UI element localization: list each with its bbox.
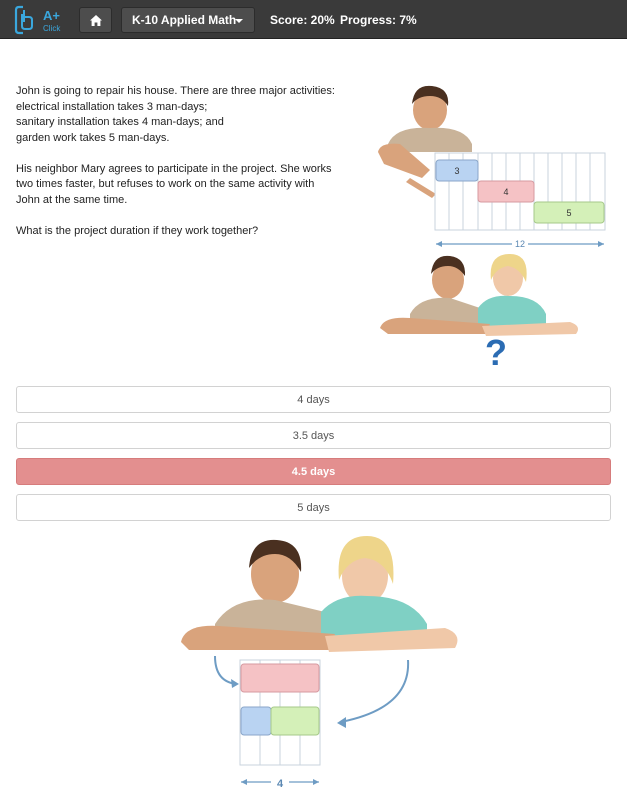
logo-sub-text: Click (43, 24, 61, 33)
gantt-chart (435, 153, 605, 250)
a-plus-click-logo[interactable] (13, 5, 67, 35)
solution-gantt-chart (240, 660, 320, 765)
problem-intro (16, 84, 366, 146)
answer-option-4[interactable] (16, 494, 611, 521)
home-icon (89, 14, 103, 27)
answer-option-2[interactable] (16, 422, 611, 449)
problem-question: What is the project duration if they work together? (16, 224, 259, 237)
answer-option-3[interactable] (16, 458, 611, 485)
explanation-illustration (175, 532, 475, 797)
problem-neighbor (16, 162, 366, 209)
john-mary-large-figure (181, 536, 457, 652)
task-label-3: 3 (454, 166, 460, 176)
score-text: Score: 20% (270, 13, 335, 27)
home-button[interactable] (79, 7, 112, 33)
solution-block-electrical (241, 707, 271, 735)
question-mark: ? (485, 332, 507, 372)
problem-statement (16, 84, 366, 255)
course-label: K-10 Applied Math (132, 13, 237, 27)
duration-label-12: 12 (514, 239, 526, 249)
john-mary-figure (380, 254, 578, 336)
answer-label: 3.5 days (292, 429, 335, 442)
answer-label: 4 days (297, 393, 330, 406)
duration-label-4: 4 (276, 778, 284, 790)
problem-illustration (370, 82, 620, 372)
problem-line: sanitary installation takes 4 man-days; and (16, 116, 224, 128)
problem-line: garden work takes 5 man-days. (16, 131, 170, 144)
caret-down-icon (235, 19, 243, 23)
problem-line: two times faster, but refuses to work on the same activity with (16, 178, 315, 190)
answer-label: 4.5 days (291, 465, 336, 478)
task-label-4: 4 (503, 187, 509, 197)
answer-label: 5 days (297, 501, 330, 514)
logo-main-text: A+ (43, 8, 60, 23)
problem-line: His neighbor Mary agrees to participate in the project. She works (16, 162, 332, 175)
answer-option-1[interactable] (16, 386, 611, 413)
task-label-5: 5 (566, 208, 572, 218)
top-bar (0, 0, 627, 39)
solution-block-garden (271, 707, 319, 735)
course-dropdown[interactable] (121, 7, 255, 33)
problem-line: John is going to repair his house. There are three major activities: (16, 85, 335, 97)
problem-line: electrical installation takes 3 man-days; (16, 100, 208, 113)
progress-text: Progress: 7% (340, 13, 417, 27)
solution-block-sanitary (241, 664, 319, 692)
problem-line: John at the same time. (16, 193, 128, 206)
